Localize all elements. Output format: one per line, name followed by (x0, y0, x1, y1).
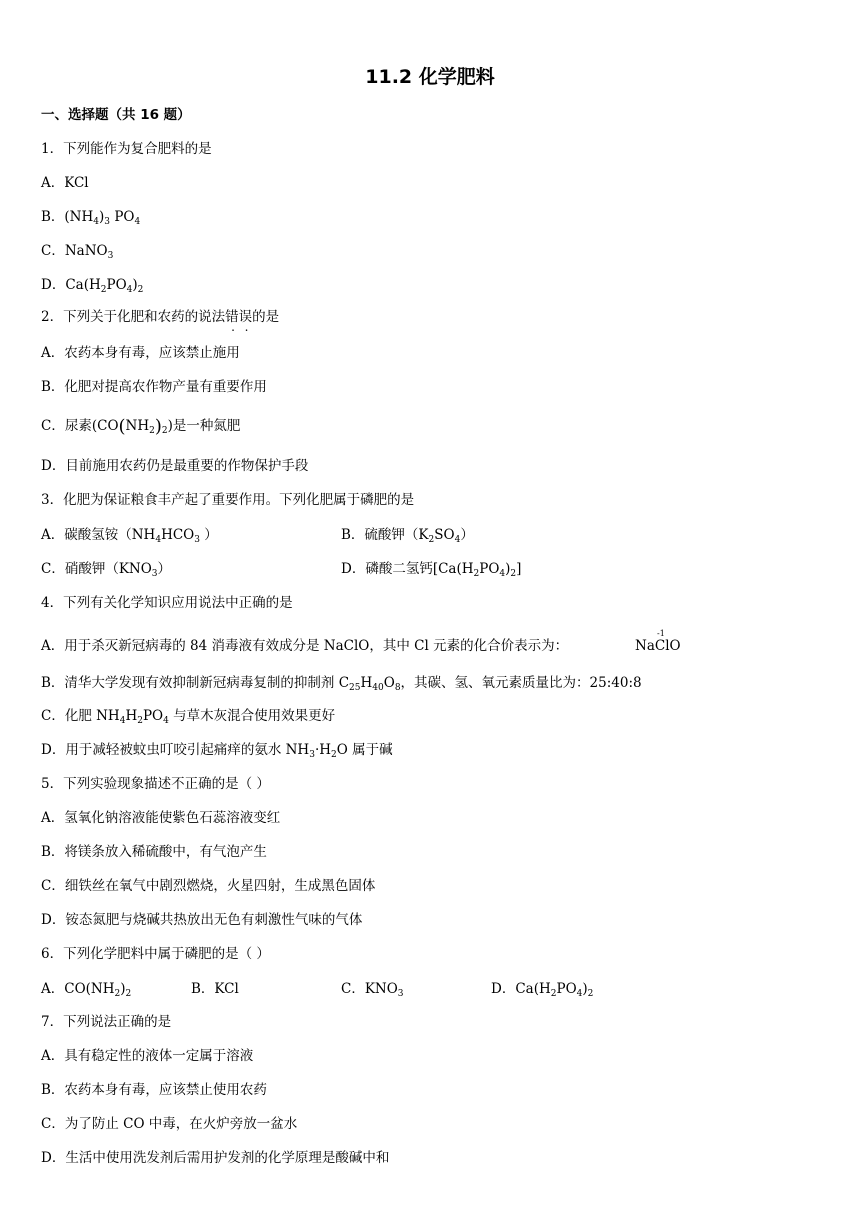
question-3-stem: 3．化肥为保证粮食丰产起了重要作用。下列化肥属于磷肥的是 (41, 492, 415, 508)
question-7-option-b: B．农药本身有毒，应该禁止使用农药 (41, 1082, 267, 1098)
question-5-option-d: D．铵态氮肥与烧碱共热放出无色有刺激性气味的气体 (41, 912, 363, 928)
page-title: 11.2 化学肥料 (365, 66, 495, 88)
question-5-option-a: A．氢氧化钠溶液能使紫色石蕊溶液变红 (41, 810, 281, 826)
question-6-stem: 6．下列化学肥料中属于磷肥的是（ ） (41, 946, 270, 962)
question-5-option-b: B．将镁条放入稀硫酸中，有气泡产生 (41, 844, 267, 860)
question-5-stem: 5．下列实验现象描述不正确的是（ ） (41, 776, 270, 792)
emphasis-dot-2: 误 (238, 309, 253, 325)
emphasis-dot-1: 错 (225, 309, 239, 325)
question-2-option-a: A．农药本身有毒，应该禁止施用 (41, 345, 240, 361)
question-6-option-d: D．$Ca(H_2PO_4)_2$ (491, 981, 594, 999)
question-4-option-c: C．化肥 $NH_4H_2PO_4$ 与草木灰混合使用效果更好 (41, 708, 336, 726)
question-2-option-d: D．目前施用农药仍是最重要的作物保护手段 (41, 458, 309, 474)
question-6-option-b: B．KCl (191, 981, 239, 997)
question-1-stem: 1．下列能作为复合肥料的是 (41, 141, 212, 157)
question-1-option-c: C．NaNO$_3$ (41, 243, 114, 261)
question-7-stem: 7．下列说法正确的是 (41, 1014, 172, 1030)
question-3-option-b: B．硫酸钾$(K_2SO_4)$ (341, 527, 474, 545)
question-4-option-a: A．用于杀灭新冠病毒的 84 消毒液有效成分是 NaClO，其中 Cl 元素的化合价表示为： NaClO -1 (41, 629, 681, 654)
question-4-option-d: D．用于减轻被蚊虫叮咬引起痛痒的氨水 $NH_3\cdot H_2O$ 属于碱 (41, 742, 393, 760)
question-1-option-d: D．$Ca(H_2PO_4)_2$ (41, 277, 144, 295)
question-6-option-c: C．$KNO_3$ (341, 981, 404, 999)
question-5-option-c: C．细铁丝在氧气中剧烈燃烧，火星四射，生成黑色固体 (41, 878, 376, 894)
question-4-option-b: B．清华大学发现有效抑制新冠病毒复制的抑制剂 $C_{25}H_{40}O_8$，其碳、氢、氧元素质量比为：25:40:8 (41, 675, 642, 693)
question-2-stem: 2．下列关于化肥和农药的说法错误的是 (41, 309, 280, 325)
section-heading: 一、选择题（共 16 题） (41, 107, 191, 123)
question-7-option-d: D．生活中使用洗发剂后需用护发剂的化学原理是酸碱中和 (41, 1150, 390, 1166)
question-4-stem: 4．下列有关化学知识应用说法中正确的是 (41, 595, 293, 611)
valence-formula: NaClO -1 (635, 629, 681, 654)
question-2-option-c: C．尿素$(CO(NH_2)_2)$是一种氮肥 (41, 416, 241, 437)
question-1-option-a: A．KCl (41, 175, 89, 191)
question-3-option-a: A．碳酸氢铵（$NH_4HCO_3$ ） (41, 527, 218, 545)
question-7-option-c: C．为了防止 CO 中毒，在火炉旁放一盆水 (41, 1116, 298, 1132)
question-3-option-c: C．硝酸钾$(KNO_3)$ (41, 561, 172, 579)
question-2-option-b: B．化肥对提高农作物产量有重要作用 (41, 379, 267, 395)
question-6-option-a: A．$CO(NH_2)_2$ (41, 981, 132, 999)
question-1-option-b: B．$(NH_4)_3$ $PO_4$ (41, 209, 141, 227)
question-3-option-d: D．磷酸二氢钙$[Ca(H_2PO_4)_2]$ (341, 561, 522, 579)
question-7-option-a: A．具有稳定性的液体一定属于溶液 (41, 1048, 254, 1064)
